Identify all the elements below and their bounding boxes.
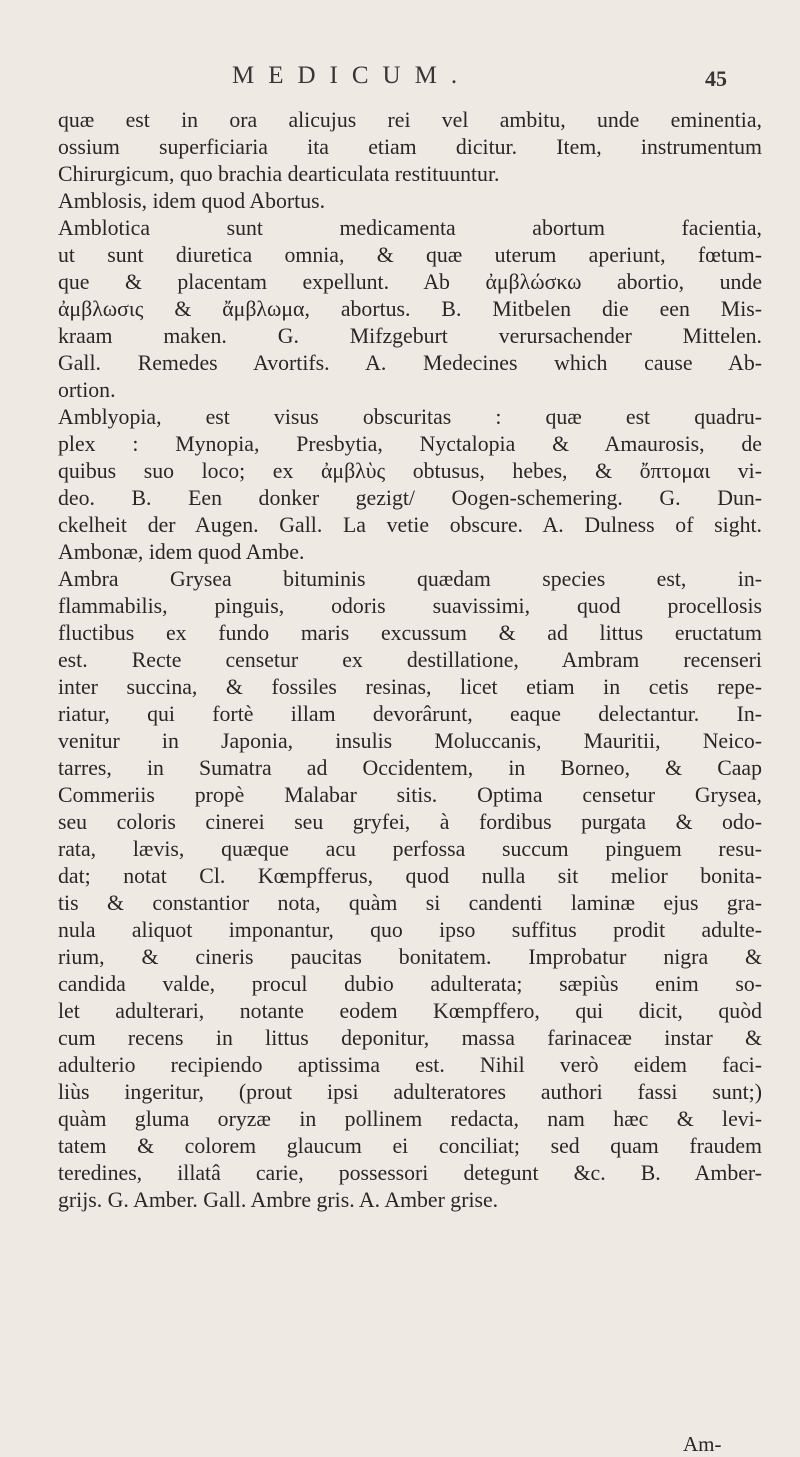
text-line: Commeriis propè Malabar sitis. Optima censetur Grysea, (58, 783, 762, 807)
text-line: grijs. G. Amber. Gall. Ambre gris. A. Amber grise. (58, 1188, 499, 1212)
text-line: plex : Mynopia, Presbytia, Nyctalopia & Amaurosis, de (58, 432, 762, 456)
text-line: tarres, in Sumatra ad Occidentem, in Borneo, & Caap (58, 756, 762, 780)
text-line: quibus suo loco; ex ἀμβλὺς obtusus, hebes, & ὄπτομαι vi- (58, 459, 762, 483)
text-line: dat; notat Cl. Kœmpfferus, quod nulla sit melior bonita- (58, 864, 762, 888)
text-line: liùs ingeritur, (prout ipsi adulteratores authori fassi sunt;) (58, 1080, 762, 1104)
text-line: quàm gluma oryzæ in pollinem redacta, nam hæc & levi- (58, 1107, 762, 1131)
running-head: MEDICUM. (232, 62, 472, 89)
text-line: seu coloris cinerei seu gryfei, à fordibus purgata & odo- (58, 810, 762, 834)
text-line: kraam maken. G. Mifzgeburt verursachender Mittelen. (58, 324, 762, 348)
text-line: nula aliquot imponantur, quo ipso suffitus prodit adulte- (58, 918, 762, 942)
text-line: inter succina, & fossiles resinas, licet etiam in cetis repe- (58, 675, 762, 699)
text-line: teredines, illatâ carie, possessori detegunt &c. B. Amber- (58, 1161, 762, 1185)
text-line: Amblotica sunt medicamenta abortum facientia, (58, 216, 762, 240)
text-line: Amblosis, idem quod Abortus. (58, 189, 326, 213)
text-line: ut sunt diuretica omnia, & quæ uterum aperiunt, fœtum- (58, 243, 762, 267)
text-line: Chirurgicum, quo brachia dearticulata restituuntur. (58, 162, 500, 186)
text-line: quæ est in ora alicujus rei vel ambitu, unde eminentia, (58, 108, 762, 132)
page-header (0, 62, 800, 102)
text-line: que & placentam expellunt. Ab ἀμβλώσκω abortio, unde (58, 270, 762, 294)
text-line: tis & constantior nota, quàm si candenti laminæ ejus gra- (58, 891, 762, 915)
catchword: Am- (683, 1432, 722, 1456)
text-line: cum recens in littus deponitur, massa farinaceæ instar & (58, 1026, 762, 1050)
text-line: ἀμβλωσις & ἄμβλωμα, abortus. B. Mitbelen die een Mis- (58, 297, 762, 321)
text-line: Ambra Grysea bituminis quædam species est, in- (58, 567, 762, 591)
text-line: fluctibus ex fundo maris excussum & ad littus eructatum (58, 621, 762, 645)
page-number: 45 (705, 66, 727, 91)
text-line: tatem & colorem glaucum ei conciliat; sed quam fraudem (58, 1134, 762, 1158)
text-line: Ambonæ, idem quod Ambe. (58, 540, 305, 564)
text-line: venitur in Japonia, insulis Moluccanis, Mauritii, Neico- (58, 729, 762, 753)
text-line: candida valde, procul dubio adulterata; sæpiùs enim so- (58, 972, 762, 996)
text-line: flammabilis, pinguis, odoris suavissimi, quod procellosis (58, 594, 762, 618)
text-line: ortion. (58, 378, 116, 402)
text-line: deo. B. Een donker gezigt/ Oogen-schemering. G. Dun- (58, 486, 762, 510)
dictionary-text-block (58, 107, 762, 1214)
text-line: adulterio recipiendo aptissima est. Nihil verò eidem faci- (58, 1053, 762, 1077)
text-line: est. Recte censetur ex destillatione, Ambram recenseri (58, 648, 762, 672)
text-line: ckelheit der Augen. Gall. La vetie obscure. A. Dulness of sight. (58, 513, 762, 537)
text-line: ossium superficiaria ita etiam dicitur. Item, instrumentum (58, 135, 762, 159)
text-line: rata, lævis, quæque acu perfossa succum pinguem resu- (58, 837, 762, 861)
text-line: let adulterari, notante eodem Kœmpffero, qui dicit, quòd (58, 999, 762, 1023)
text-line: rium, & cineris paucitas bonitatem. Improbatur nigra & (58, 945, 762, 969)
text-line: riatur, qui fortè illam devorârunt, eaque delectantur. In- (58, 702, 762, 726)
text-line: Amblyopia, est visus obscuritas : quæ est quadru- (58, 405, 762, 429)
text-line: Gall. Remedes Avortifs. A. Medecines which cause Ab- (58, 351, 762, 375)
